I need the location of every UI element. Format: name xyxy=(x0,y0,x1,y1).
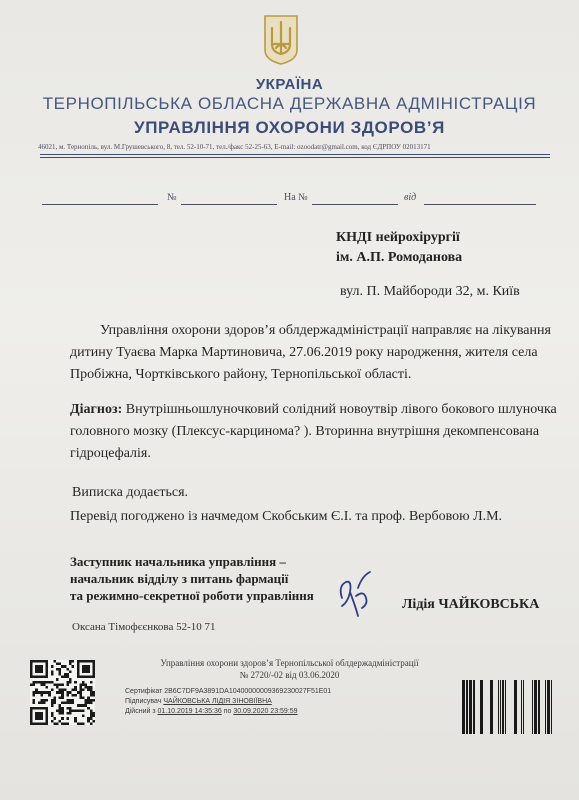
valid-from: 01.10.2019 14:35:36 xyxy=(157,708,222,715)
certificate-line: Сертифікат 2B6C7DF9A3891DA10400000009369230027F51E01 xyxy=(125,688,332,695)
country-name: УКРАЇНА xyxy=(255,76,324,93)
addressee-address: вул. П. Майбороди 32, м. Київ xyxy=(340,284,520,299)
department-name: УПРАВЛІННЯ ОХОРОНИ ЗДОРОВ’Я xyxy=(134,118,445,137)
signatory-position xyxy=(70,553,314,604)
diagnosis-label: Діагноз: xyxy=(70,402,123,417)
registry-line-2: № 2720/-02 від 03.06.2020 xyxy=(239,670,340,680)
signatory-position-line-3: та режимно-секретної роботи управління xyxy=(70,588,314,603)
incoming-number-blank xyxy=(312,204,398,205)
body-line-1: Управління охорони здоров’я облдержадміністрації направляє на лікування xyxy=(100,323,551,338)
signer-name: ЧАЙКОВСЬКА ЛІДІЯ ЗІНОВІЇВНА xyxy=(163,698,272,705)
registry-line-1: Управління охорони здоров’я Тернопільської облдержадміністрації xyxy=(160,658,419,668)
organization-address: 46021, м. Тернопіль, вул. М.Грушевського, 8, тел. 52-10-71, тел./факс 52-25-63, E-mail: ozoodatr@gmail.com, код ЄДРПОУ 02013171 xyxy=(38,143,431,151)
diagnosis-line-3: гідроцефалія. xyxy=(70,446,151,461)
header-rule-thin xyxy=(40,157,550,158)
signer-line xyxy=(125,698,272,705)
body-line-2: дитину Туаєва Марка Мартиновича, 27.06.2019 року народження, жителя села xyxy=(70,345,538,360)
signatory-position-line-1: Заступник начальника управління – xyxy=(70,554,286,569)
valid-from-label: Дійсний з xyxy=(125,708,156,715)
diagnosis-line-2: головного мозку (Плексус-карцинома? ). Вторинна внутрішня декомпенсована xyxy=(70,424,540,439)
number-label: № xyxy=(167,192,177,203)
from-label: від xyxy=(404,192,417,203)
from-date-blank xyxy=(424,204,536,205)
date-blank xyxy=(42,204,158,205)
diagnosis-line-1: Внутрішньошлуночковий солідний новоутвір лівого бокового шлуночка xyxy=(125,402,557,417)
signer-label: Підписувач xyxy=(125,698,162,705)
organization-name: ТЕРНОПІЛЬСЬКА ОБЛАСНА ДЕРЖАВНА АДМІНІСТРАЦІЯ xyxy=(42,94,537,113)
incoming-number-label: На № xyxy=(284,192,308,203)
signatory-position-line-2: начальник відділу з питань фармації xyxy=(70,571,289,586)
handwritten-signature xyxy=(336,568,380,620)
signatory-name: Лідія ЧАЙКОВСЬКА xyxy=(402,597,540,612)
body-line-3: Пробіжна, Чортківського району, Тернопільської області. xyxy=(70,367,412,382)
attachment-note: Виписка додається. xyxy=(72,485,189,500)
validity-line xyxy=(125,708,298,715)
agreement-note: Перевід погоджено із начмедом Скобським Є.І. та проф. Вербовою Л.М. xyxy=(70,509,503,524)
valid-to: 30.09.2020 23:59:59 xyxy=(233,708,298,715)
valid-to-label: по xyxy=(223,708,232,715)
trident-icon xyxy=(263,14,299,66)
addressee-line-1: КНДІ нейрохірургії xyxy=(336,230,460,245)
number-blank xyxy=(181,204,277,205)
addressee-line-2: ім. А.П. Ромоданова xyxy=(336,250,463,265)
header-rule xyxy=(40,154,550,155)
executor-contact: Оксана Тімофєєнкова 52-10 71 xyxy=(72,621,216,633)
barcode-icon xyxy=(452,680,554,734)
